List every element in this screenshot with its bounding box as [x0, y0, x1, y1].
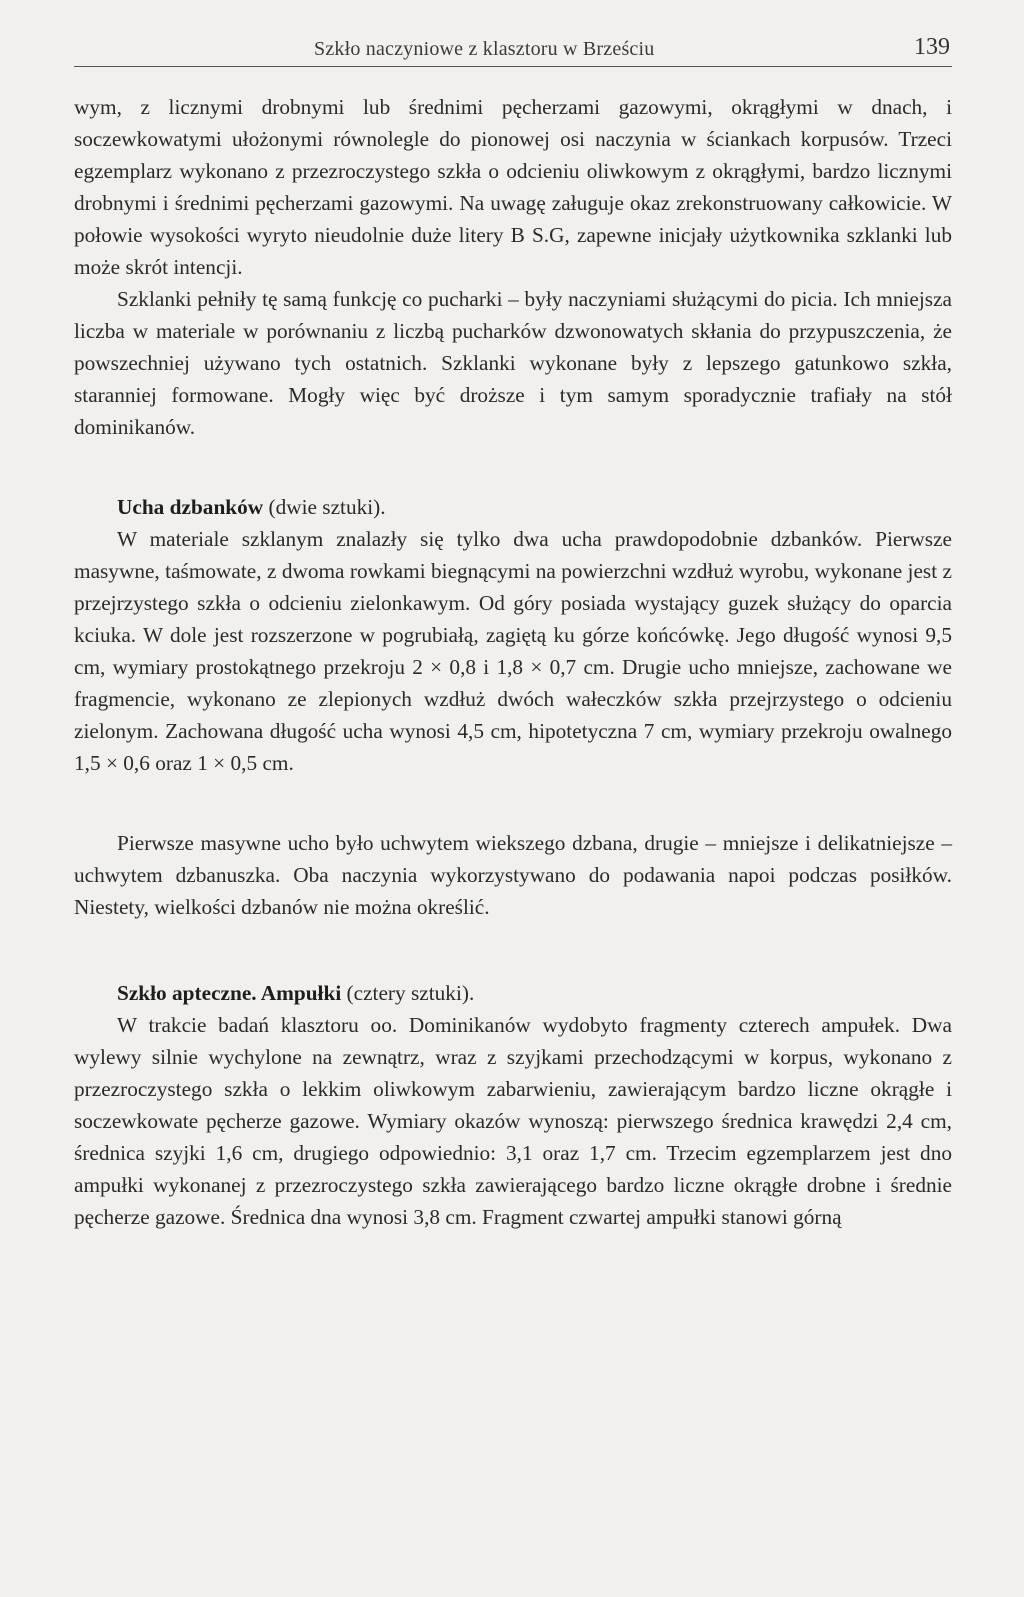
- section-heading-ucha-rest: (dwie sztuki).: [263, 495, 386, 519]
- section-heading-ucha: [74, 491, 952, 523]
- section-heading-ucha-bold: Ucha dzbanków: [117, 495, 264, 519]
- paragraph-szklanki: Szklanki pełniły tę samą funkcję co pucharki – były naczyniami służącymi do picia. Ich mniejsza liczba w materiale w porównaniu z liczbą pucharków dzwonowatych skłania do przypuszczenia, że powszechniej używano tych ostatnich. Szklanki wykonane były z lepszego gatunkowo szkła, staranniej formowane. Mogły więc być droższe i tym samym sporadycznie trafiały na stół dominikanów.: [74, 287, 952, 439]
- body-text: [74, 91, 952, 1233]
- running-header: [74, 30, 952, 67]
- page-number: 139: [914, 34, 950, 60]
- section-heading-ampulki-rest: (cztery sztuki).: [341, 981, 475, 1005]
- section-heading-ampulki: [74, 977, 952, 1009]
- paragraph-continued: wym, z licznymi drobnymi lub średnimi pęcherzami gazowymi, okrągłymi w dnach, i soczewkowatymi ułożonymi równolegle do pionowej osi naczynia w ściankach korpusów. Trzeci egzemplarz wykonano z przezroczystego szkła o odcieniu oliwkowym z okrągłymi, bardzo licznymi drobnymi i średnimi pęcherzami gazowymi. Na uwagę załuguje okaz zrekonstruowany całkowicie. W połowie wysokości wyryto nieudolnie duże litery B S.G, zapewne inicjały użytkownika szklanki lub może skrót intencji.: [74, 95, 952, 279]
- paragraph-ucha: W materiale szklanym znalazły się tylko dwa ucha prawdopodobnie dzbanków. Pierwsze masywne, taśmowate, z dwoma rowkami biegnącymi na powierzchni wzdłuż wyrobu, wykonane jest z przejrzystego szkła o odcieniu zielonkawym. Od góry posiada wystający guzek służący do oparcia kciuka. W dole jest rozszerzone w pogrubiałą, zagiętą ku górze końcówkę. Jego długość wynosi 9,5 cm, wymiary prostokątnego przekroju 2 × 0,8 i 1,8 × 0,7 cm. Drugie ucho mniejsze, zachowane we fragmencie, wykonano ze zlepionych wzdłuż dwóch wałeczków szkła przejrzystego o odcieniu zielonym. Zachowana długość ucha wynosi 4,5 cm, hipotetyczna 7 cm, wymiary przekroju owalnego 1,5 × 0,6 oraz 1 × 0,5 cm.: [74, 527, 952, 775]
- section-heading-ampulki-bold: Szkło apteczne. Ampułki: [117, 981, 342, 1005]
- running-title: Szkło naczyniowe z klasztoru w Brześciu: [314, 38, 655, 60]
- paragraph-ampulki: W trakcie badań klasztoru oo. Dominikanów wydobyto fragmenty czterech ampułek. Dwa wylewy silnie wychylone na zewnątrz, wraz z szyjkami przechodzącymi w korpus, wykonano z przezroczystego szkła o lekkim oliwkowym zabarwieniu, zawierającym bardzo liczne okrągłe i soczewkowate pęcherze gazowe. Wymiary okazów wynoszą: pierwszego średnica krawędzi 2,4 cm, średnica szyjki 1,6 cm, drugiego odpowiednio: 3,1 oraz 1,7 cm. Trzecim egzemplarzem jest dno ampułki wykonanej z przezroczystego szkła zawierającego bardzo liczne okrągłe drobne i średnie pęcherze gazowe. Średnica dna wynosi 3,8 cm. Fragment czwartej ampułki stanowi górną: [74, 1013, 952, 1229]
- page: [74, 30, 952, 1233]
- paragraph-dzbany: Pierwsze masywne ucho było uchwytem wiekszego dzbana, drugie – mniejsze i delikatniejsze – uchwytem dzbanuszka. Oba naczynia wykorzystywano do podawania napoi podczas posiłków. Niestety, wielkości dzbanów nie można określić.: [74, 831, 952, 919]
